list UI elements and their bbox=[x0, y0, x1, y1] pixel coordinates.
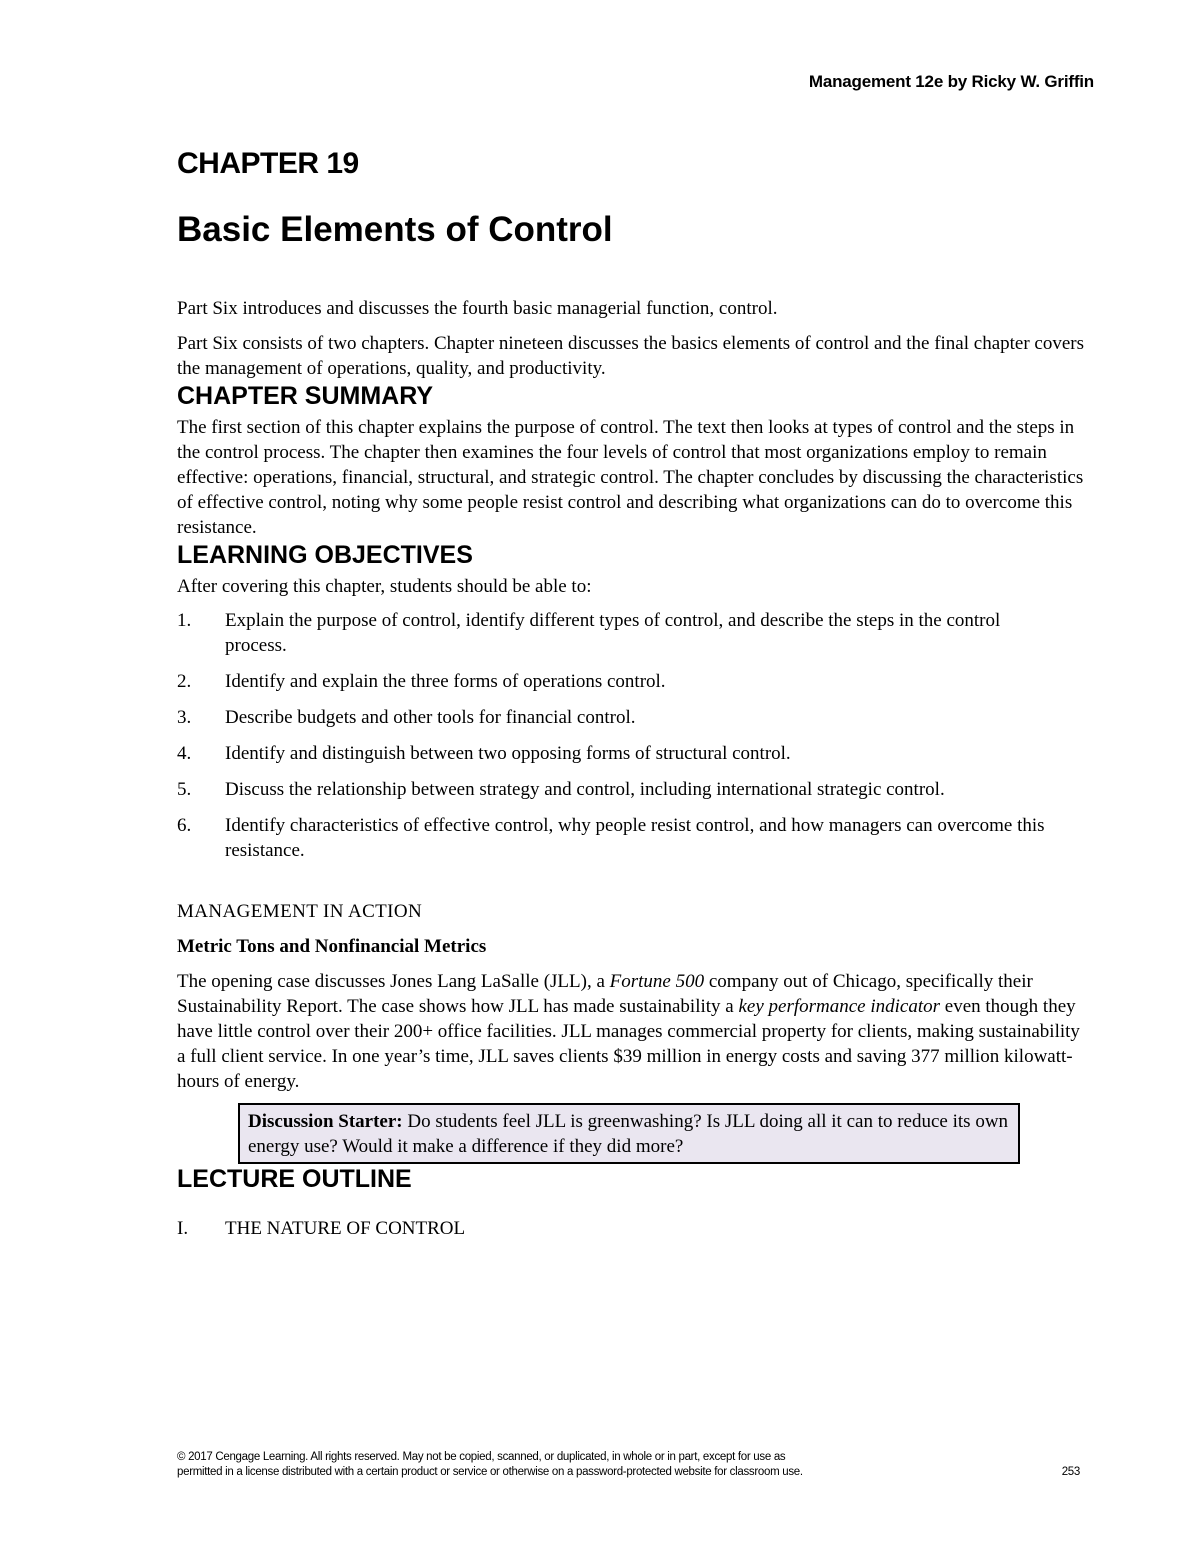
intro-paragraph-1: Part Six introduces and discusses the fourth basic managerial function, control. bbox=[177, 298, 778, 319]
list-item-number: 4. bbox=[177, 743, 192, 764]
management-in-action-heading: MANAGEMENT IN ACTION bbox=[177, 901, 423, 922]
discussion-starter-label: Discussion Starter: bbox=[248, 1111, 403, 1132]
objectives-heading: LEARNING OBJECTIVES bbox=[177, 541, 473, 569]
list-item bbox=[177, 669, 1087, 694]
case-text-italic-1: Fortune 500 bbox=[609, 971, 705, 992]
list-item-text: Explain the purpose of control, identify different types of control, and describe the steps in the control process. bbox=[225, 610, 1001, 656]
case-text-part-2: company out of Chicago, specifically their Sustainability Report. The case shows how JLL has made sustainability a bbox=[177, 971, 1033, 1017]
discussion-starter-box bbox=[238, 1103, 1020, 1164]
chapter-title: Basic Elements of Control bbox=[177, 210, 613, 249]
outline-item bbox=[177, 1216, 1087, 1241]
list-item-number: 1. bbox=[177, 610, 192, 631]
list-item-text: Identify and explain the three forms of operations control. bbox=[225, 671, 666, 692]
list-item-number: 6. bbox=[177, 815, 192, 836]
case-text-italic-2: key performance indicator bbox=[738, 996, 941, 1017]
discussion-starter-text: Do students feel JLL is greenwashing? Is JLL doing all it can to reduce its own energy use? Would it make a difference if they did more? bbox=[248, 1111, 1009, 1157]
list-item bbox=[177, 608, 1087, 658]
page-number: 253 bbox=[1061, 1466, 1080, 1478]
intro-paragraph-2: Part Six consists of two chapters. Chapter nineteen discusses the basics elements of control and the final chapter covers the management of operations, quality, and productivity. bbox=[177, 333, 1084, 379]
page-footer bbox=[177, 1450, 1080, 1480]
list-item-text: Describe budgets and other tools for financial control. bbox=[225, 707, 636, 728]
page-content bbox=[177, 140, 1087, 1241]
list-item-text: Identify characteristics of effective control, why people resist control, and how managers can overcome this resistance. bbox=[225, 815, 1045, 861]
list-item-text: Discuss the relationship between strategy and control, including international strategic control. bbox=[225, 779, 945, 800]
list-item-number: 3. bbox=[177, 707, 192, 728]
summary-paragraph: The first section of this chapter explains the purpose of control. The text then looks at types of control and the steps in the control process. The chapter then examines the four levels of control that most organizations employ to remain effective: operations, financial, structural, and strategic control. The chapter concludes by discussing the characteristics of effective control, noting why some people resist control and describing what organizations can do to overcome this resistance. bbox=[177, 417, 1084, 538]
list-item-text: Identify and distinguish between two opposing forms of structural control. bbox=[225, 743, 791, 764]
objectives-list bbox=[177, 608, 1087, 863]
outline-item-number: I. bbox=[177, 1218, 189, 1239]
summary-heading: CHAPTER SUMMARY bbox=[177, 382, 434, 410]
list-item-number: 2. bbox=[177, 671, 192, 692]
copyright-line-2: permitted in a license distributed with a certain product or service or otherwise on a password-protected website for classroom use. bbox=[177, 1466, 803, 1478]
management-in-action-paragraph bbox=[177, 969, 1087, 1094]
case-text-part-3: even though they have little control over their 200+ office facilities. JLL manages commercial property for clients, making sustainability a full client service. In one year’s time, JLL saves clients $39 million in energy costs and saving 377 million kilowatt-hours of energy. bbox=[177, 996, 1080, 1092]
list-item bbox=[177, 741, 1087, 766]
list-item bbox=[177, 705, 1087, 730]
chapter-label: CHAPTER 19 bbox=[177, 147, 359, 180]
list-item-number: 5. bbox=[177, 779, 192, 800]
running-header: Management 12e by Ricky W. Griffin bbox=[808, 72, 1094, 91]
lecture-outline-heading: LECTURE OUTLINE bbox=[177, 1165, 412, 1193]
case-text-part-1: The opening case discusses Jones Lang LaSalle (JLL), a bbox=[177, 971, 610, 992]
list-item bbox=[177, 813, 1087, 863]
copyright-line-1: © 2017 Cengage Learning. All rights reserved. May not be copied, scanned, or duplicated, in whole or in part, except for use as bbox=[177, 1451, 786, 1463]
management-in-action-subheading: Metric Tons and Nonfinancial Metrics bbox=[177, 936, 487, 957]
outline-item-text: THE NATURE OF CONTROL bbox=[225, 1218, 466, 1239]
list-item bbox=[177, 777, 1087, 802]
objectives-intro: After covering this chapter, students should be able to: bbox=[177, 576, 592, 597]
